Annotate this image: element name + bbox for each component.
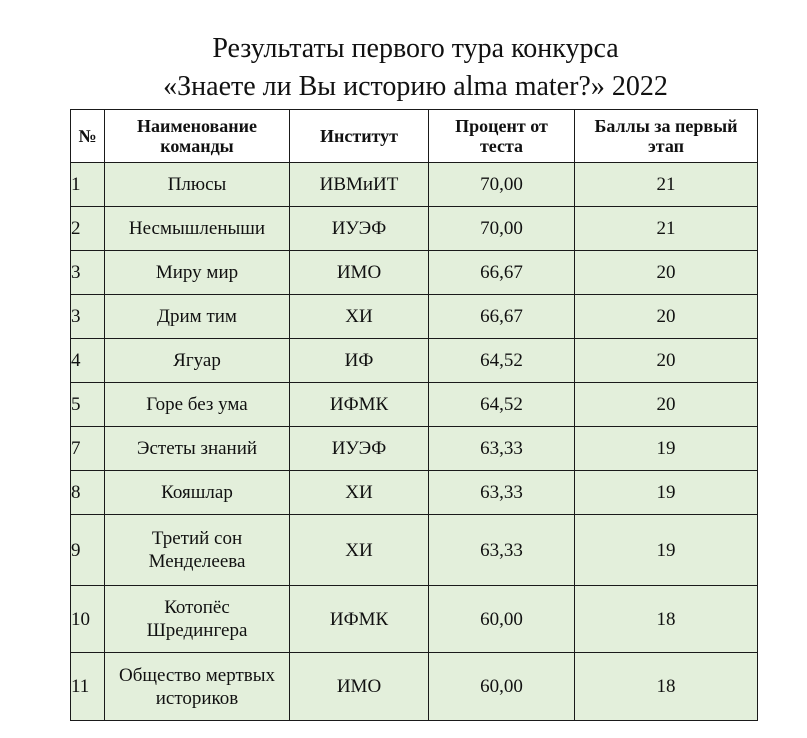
cell-team-name-line1: Котопёс — [164, 597, 230, 618]
cell-team-name: Эстеты знаний — [105, 427, 290, 471]
cell-percent: 60,00 — [429, 653, 575, 721]
table-row — [71, 471, 758, 515]
header-number: № — [71, 110, 105, 163]
header-team-name-line2: команды — [160, 136, 234, 156]
cell-team-name: Дрим тим — [105, 295, 290, 339]
cell-number: 4 — [71, 339, 105, 383]
cell-points: 21 — [575, 163, 758, 207]
cell-percent: 66,67 — [429, 295, 575, 339]
cell-institute: ИФ — [290, 339, 429, 383]
header-institute: Институт — [290, 110, 429, 163]
cell-number: 10 — [71, 586, 105, 653]
cell-institute: ИУЭФ — [290, 207, 429, 251]
cell-team-name — [105, 653, 290, 721]
cell-team-name-line2: Менделеева — [148, 551, 246, 572]
cell-number: 1 — [71, 163, 105, 207]
cell-institute: ИВМиИТ — [290, 163, 429, 207]
table-row — [71, 163, 758, 207]
cell-points: 19 — [575, 427, 758, 471]
cell-institute: ИМО — [290, 653, 429, 721]
cell-points: 20 — [575, 383, 758, 427]
cell-number: 7 — [71, 427, 105, 471]
table-row — [71, 383, 758, 427]
cell-institute: ХИ — [290, 295, 429, 339]
cell-points: 19 — [575, 471, 758, 515]
cell-number: 2 — [71, 207, 105, 251]
cell-percent: 63,33 — [429, 471, 575, 515]
header-percent — [429, 110, 575, 163]
cell-percent: 70,00 — [429, 163, 575, 207]
cell-institute: ИУЭФ — [290, 427, 429, 471]
table-row — [71, 427, 758, 471]
results-table — [70, 109, 758, 721]
cell-team-name: Горе без ума — [105, 383, 290, 427]
table-row — [71, 251, 758, 295]
cell-institute: ХИ — [290, 471, 429, 515]
cell-number: 5 — [71, 383, 105, 427]
cell-number: 8 — [71, 471, 105, 515]
cell-points: 18 — [575, 653, 758, 721]
header-row — [71, 110, 758, 163]
cell-team-name: Миру мир — [105, 251, 290, 295]
table-row — [71, 207, 758, 251]
cell-percent: 60,00 — [429, 586, 575, 653]
header-points-line2: этап — [648, 136, 684, 156]
table-row — [71, 515, 758, 586]
cell-number: 9 — [71, 515, 105, 586]
cell-percent: 66,67 — [429, 251, 575, 295]
cell-percent: 64,52 — [429, 339, 575, 383]
page-subtitle: «Знаете ли Вы историю alma mater?» 2022 — [163, 71, 668, 102]
cell-team-name — [105, 515, 290, 586]
cell-percent: 63,33 — [429, 427, 575, 471]
cell-number: 3 — [71, 251, 105, 295]
header-team-name — [105, 110, 290, 163]
table-row — [71, 586, 758, 653]
cell-institute: ХИ — [290, 515, 429, 586]
header-team-name-line1: Наименование — [137, 116, 257, 136]
cell-points: 20 — [575, 295, 758, 339]
header-percent-line1: Процент от — [455, 116, 548, 136]
header-percent-line2: теста — [479, 136, 524, 156]
cell-points: 20 — [575, 251, 758, 295]
cell-percent: 63,33 — [429, 515, 575, 586]
cell-team-name: Ягуар — [105, 339, 290, 383]
cell-points: 18 — [575, 586, 758, 653]
table-row — [71, 295, 758, 339]
cell-percent: 64,52 — [429, 383, 575, 427]
table-row — [71, 339, 758, 383]
cell-team-name-line2: Шредингера — [146, 620, 248, 641]
cell-team-name — [105, 586, 290, 653]
cell-points: 21 — [575, 207, 758, 251]
cell-number: 3 — [71, 295, 105, 339]
cell-institute: ИМО — [290, 251, 429, 295]
cell-points: 19 — [575, 515, 758, 586]
cell-team-name-line1: Третий сон — [151, 528, 243, 549]
cell-percent: 70,00 — [429, 207, 575, 251]
cell-points: 20 — [575, 339, 758, 383]
cell-team-name-line1: Общество мертвых — [119, 664, 275, 686]
header-points — [575, 110, 758, 163]
cell-team-name: Плюсы — [105, 163, 290, 207]
cell-institute: ИФМК — [290, 383, 429, 427]
cell-institute: ИФМК — [290, 586, 429, 653]
cell-team-name: Несмышленыши — [105, 207, 290, 251]
header-points-line1: Баллы за первый — [594, 116, 738, 136]
cell-number: 11 — [71, 653, 105, 721]
table-row — [71, 653, 758, 721]
cell-team-name-line2: историков — [155, 687, 239, 709]
page-title: Результаты первого тура конкурса — [212, 33, 619, 64]
cell-team-name: Кояшлар — [105, 471, 290, 515]
